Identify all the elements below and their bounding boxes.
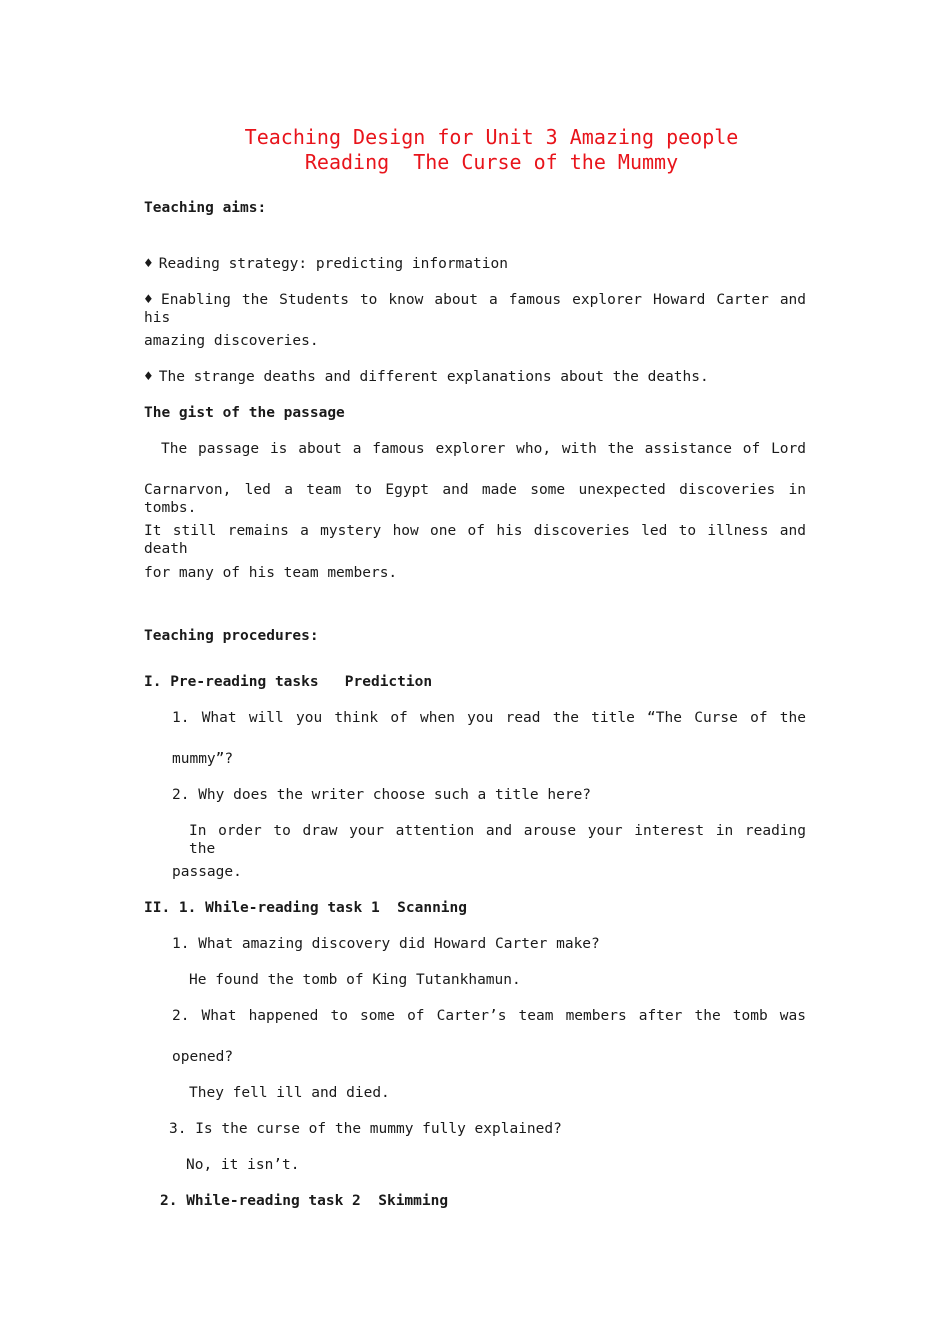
gist-paragraph-line-4: for many of his team members. bbox=[144, 565, 398, 581]
diamond-bullet-icon: ♦ bbox=[144, 256, 153, 272]
section-1-question-1-line-2: mummy”? bbox=[172, 751, 234, 767]
document-subtitle: Reading The Curse of the Mummy bbox=[304, 150, 679, 174]
section-1-answer-2-line-2: passage. bbox=[172, 864, 242, 880]
document-title: Teaching Design for Unit 3 Amazing people bbox=[244, 125, 739, 149]
section-2-task-2-heading: 2. While-reading task 2 Skimming bbox=[160, 1193, 449, 1209]
aim-item-2-line-2: amazing discoveries. bbox=[144, 333, 319, 349]
gist-heading: The gist of the passage bbox=[144, 405, 345, 421]
aim-item-1 bbox=[144, 255, 508, 273]
section-1-question-2: 2. Why does the writer choose such a title here? bbox=[172, 787, 592, 803]
section-1-heading: I. Pre-reading tasks Prediction bbox=[144, 674, 433, 690]
aim-item-2-line-1 bbox=[144, 291, 806, 327]
section-2-answer-3: No, it isn’t. bbox=[186, 1157, 300, 1173]
gist-paragraph-line-3: It still remains a mystery how one of his discoveries led to illness and death bbox=[144, 523, 806, 557]
section-2-question-1: 1. What amazing discovery did Howard Carter make? bbox=[172, 936, 600, 952]
section-2-heading: II. 1. While-reading task 1 Scanning bbox=[144, 900, 468, 916]
section-2-question-2-line-1: 2. What happened to some of Carter’s team members after the tomb was bbox=[172, 1008, 806, 1024]
diamond-bullet-icon: ♦ bbox=[144, 292, 156, 308]
gist-paragraph-line-2: Carnarvon, led a team to Egypt and made some unexpected discoveries in tombs. bbox=[144, 482, 806, 516]
diamond-bullet-icon: ♦ bbox=[144, 369, 153, 385]
aim-item-3 bbox=[144, 368, 709, 386]
section-2-answer-1: He found the tomb of King Tutankhamun. bbox=[189, 972, 521, 988]
teaching-procedures-heading: Teaching procedures: bbox=[144, 628, 319, 644]
aim-text: Enabling the Students to know about a famous explorer Howard Carter and his bbox=[144, 292, 807, 326]
aim-text: Reading strategy: predicting information bbox=[158, 256, 508, 272]
section-2-question-3: 3. Is the curse of the mummy fully explained? bbox=[169, 1121, 562, 1137]
section-2-answer-2: They fell ill and died. bbox=[189, 1085, 390, 1101]
teaching-aims-heading: Teaching aims: bbox=[144, 200, 267, 216]
aim-text: The strange deaths and different explanations about the deaths. bbox=[158, 369, 709, 385]
gist-paragraph-line-1: The passage is about a famous explorer who, with the assistance of Lord bbox=[161, 441, 806, 457]
section-1-question-1-line-1: 1. What will you think of when you read the title “The Curse of the bbox=[172, 710, 806, 726]
section-2-question-2-line-2: opened? bbox=[172, 1049, 234, 1065]
section-1-answer-2-line-1: In order to draw your attention and arouse your interest in reading the bbox=[189, 823, 806, 857]
